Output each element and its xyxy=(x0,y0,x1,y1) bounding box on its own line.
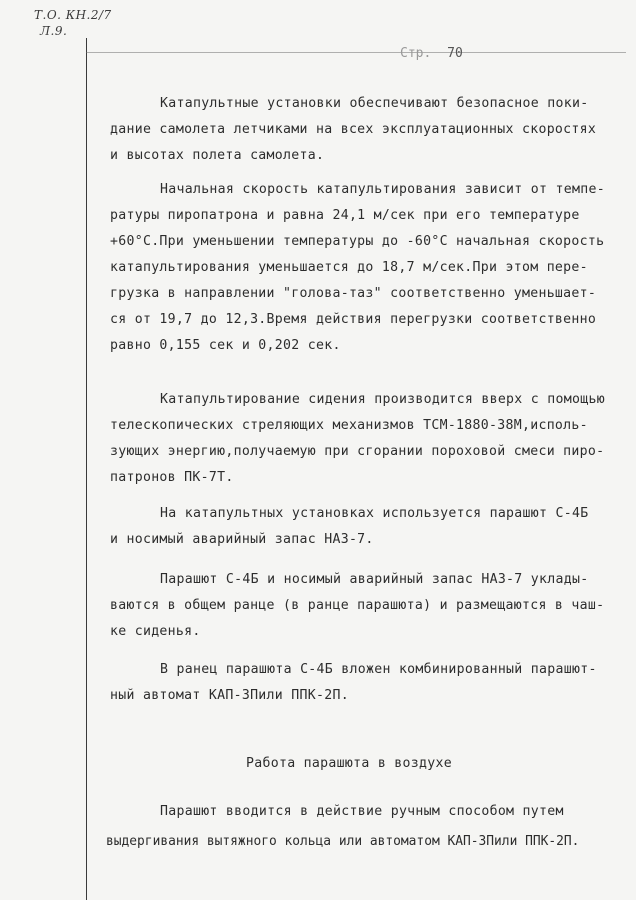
text-line: Начальная скорость катапультирования зависит от темпе- xyxy=(160,182,605,197)
text-line: Катапультирование сидения производится вверх с помощью xyxy=(160,392,605,407)
left-margin-line xyxy=(86,38,87,900)
text-line: В ранец парашюта С-4Б вложен комбинированный парашют- xyxy=(160,662,597,677)
text-line: равно 0,155 сек и 0,202 сек. xyxy=(110,338,341,353)
text-line: +60°С.При уменьшении температуры до -60°С начальная скорость xyxy=(110,234,605,249)
handwritten-sheet-number: Л.9. xyxy=(40,24,68,38)
text-line: На катапультных установках используется парашют С-4Б xyxy=(160,506,589,521)
text-line: ный автомат КАП-3Пили ППК-2П. xyxy=(110,688,349,703)
text-line: Парашют вводится в действие ручным способом путем xyxy=(160,804,564,819)
text-line: Катапультные установки обеспечивают безопасное поки- xyxy=(160,96,589,111)
section-heading: Работа парашюта в воздухе xyxy=(246,756,452,771)
text-line: телескопических стреляющих механизмов ТСМ-1880-38М,исполь- xyxy=(110,418,588,433)
top-faint-line xyxy=(86,52,626,53)
text-line: Парашют С-4Б и носимый аварийный запас НАЗ-7 уклады- xyxy=(160,572,589,587)
text-line: ратуры пиропатрона и равна 24,1 м/сек при его температуре xyxy=(110,208,580,223)
text-line: грузка в направлении "голова-таз" соответственно уменьшает- xyxy=(110,286,597,301)
text-line: и высотах полета самолета. xyxy=(110,148,325,163)
page-number-value: 70 xyxy=(447,46,463,61)
text-line: зующих энергию,получаемую при сгорании пороховой смеси пиро- xyxy=(110,444,605,459)
text-line: и носимый аварийный запас НАЗ-7. xyxy=(110,532,374,547)
text-line: патронов ПК-7Т. xyxy=(110,470,234,485)
text-line: дание самолета летчиками на всех эксплуатационных скоростях xyxy=(110,122,597,137)
text-line: катапультирования уменьшается до 18,7 м/сек.При этом пере- xyxy=(110,260,588,275)
text-line: ваются в общем ранце (в ранце парашюта) и размещаются в чаш- xyxy=(110,598,605,613)
page-number xyxy=(400,46,463,61)
page-number-label: Стр. xyxy=(400,46,432,61)
text-line: ке сиденья. xyxy=(110,624,201,639)
text-line: выдергивания вытяжного кольца или автоматом КАП-3Пили ППК-2П. xyxy=(106,834,580,849)
handwritten-archive-code: Т.О. КН.2/7 xyxy=(34,8,112,22)
text-line: ся от 19,7 до 12,3.Время действия перегрузки соответственно xyxy=(110,312,597,327)
